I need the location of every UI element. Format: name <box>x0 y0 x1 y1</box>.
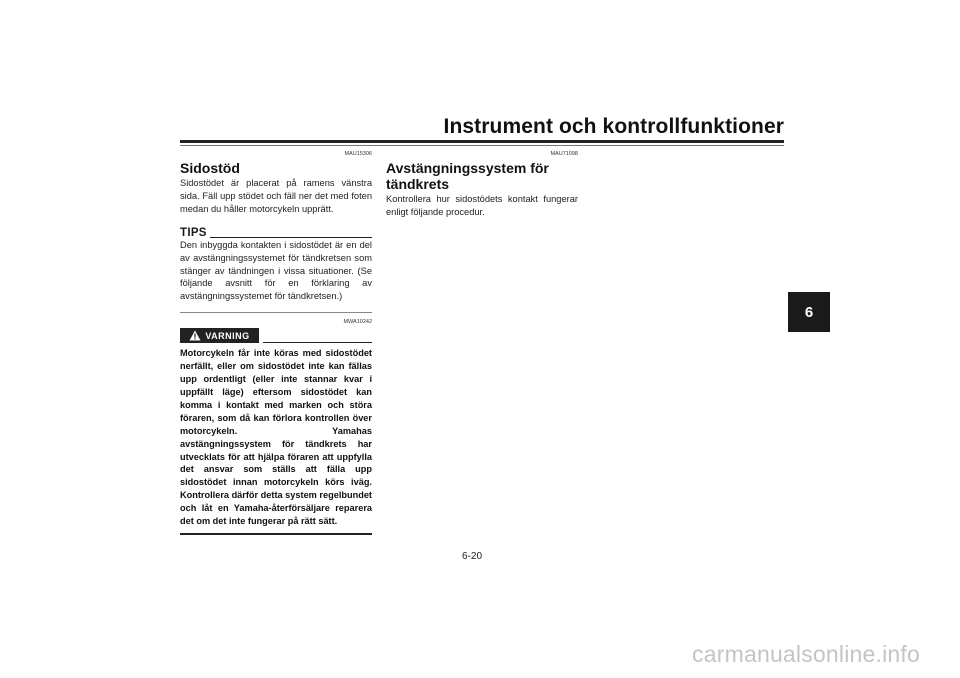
section-title-avstangning: Avstängningssystem för tändkrets <box>386 160 549 192</box>
warning-block <box>180 315 372 535</box>
avstangning-body: Kontrollera hur sidostödets kontakt fungerar enligt följande procedur. <box>386 194 578 217</box>
warning-end-rule <box>180 533 372 535</box>
warning-badge <box>180 328 259 343</box>
tips-label: TIPS <box>180 226 207 239</box>
warning-label: VARNING <box>205 330 250 341</box>
header-rule-thin <box>180 145 784 146</box>
header-rule <box>180 140 784 143</box>
watermark: carmanualsonline.info <box>692 641 920 667</box>
right-column <box>386 150 578 219</box>
page-header-title: Instrument och kontrollfunktioner <box>443 115 784 138</box>
warning-text: Motorcykeln får inte köras med sidostödet nerfällt, eller om sidostödet inte kan fällas upp ordentligt (eller inte stannar kvar i uppfällt läge) eftersom sidostödet kan komma i kontakt med marken och störa föraren, som då kan förlora kontrollen över motorcykeln. Yamahas avstängningssystem för tändkrets har utvecklats för att hjälpa föraren att uppfylla det ansvar som ställs att fälla upp sidostödet innan motorcykeln körs iväg. Kontrollera därför detta system regelbundet och låt en Yamaha-återförsäljare reparera det om det inte fungerar på rätt sätt. <box>180 348 372 527</box>
warning-heading <box>180 315 372 343</box>
warning-code: MWA10242 <box>343 319 372 326</box>
left-column <box>180 150 372 535</box>
tips-rule <box>210 237 372 238</box>
tips-end-rule <box>180 312 372 313</box>
section-code-right: MAU71098 <box>550 151 578 157</box>
warning-head-rule <box>263 342 372 343</box>
page-number: 6-20 <box>462 551 483 562</box>
section-code: MAU15306 <box>344 151 372 157</box>
warning-triangle-icon <box>189 330 201 341</box>
tips-text: Den inbyggda kontakten i sidostödet är en del av avstängningssystemet för tändkretsen som stänger av tändningen i vissa situationer. (Se följande avsnitt för en förklaring av avstängningssystemet för tändkretsen.) <box>180 239 372 302</box>
section-title-sidostod: Sidostöd <box>180 160 240 176</box>
sidostod-body: Sidostödet är placerat på ramens vänstra sida. Fäll upp stödet och fäll ner det med foten medan du håller motorcykeln upprätt. <box>180 178 372 214</box>
tips-heading <box>180 225 372 239</box>
chapter-tab[interactable]: 6 <box>788 292 830 332</box>
